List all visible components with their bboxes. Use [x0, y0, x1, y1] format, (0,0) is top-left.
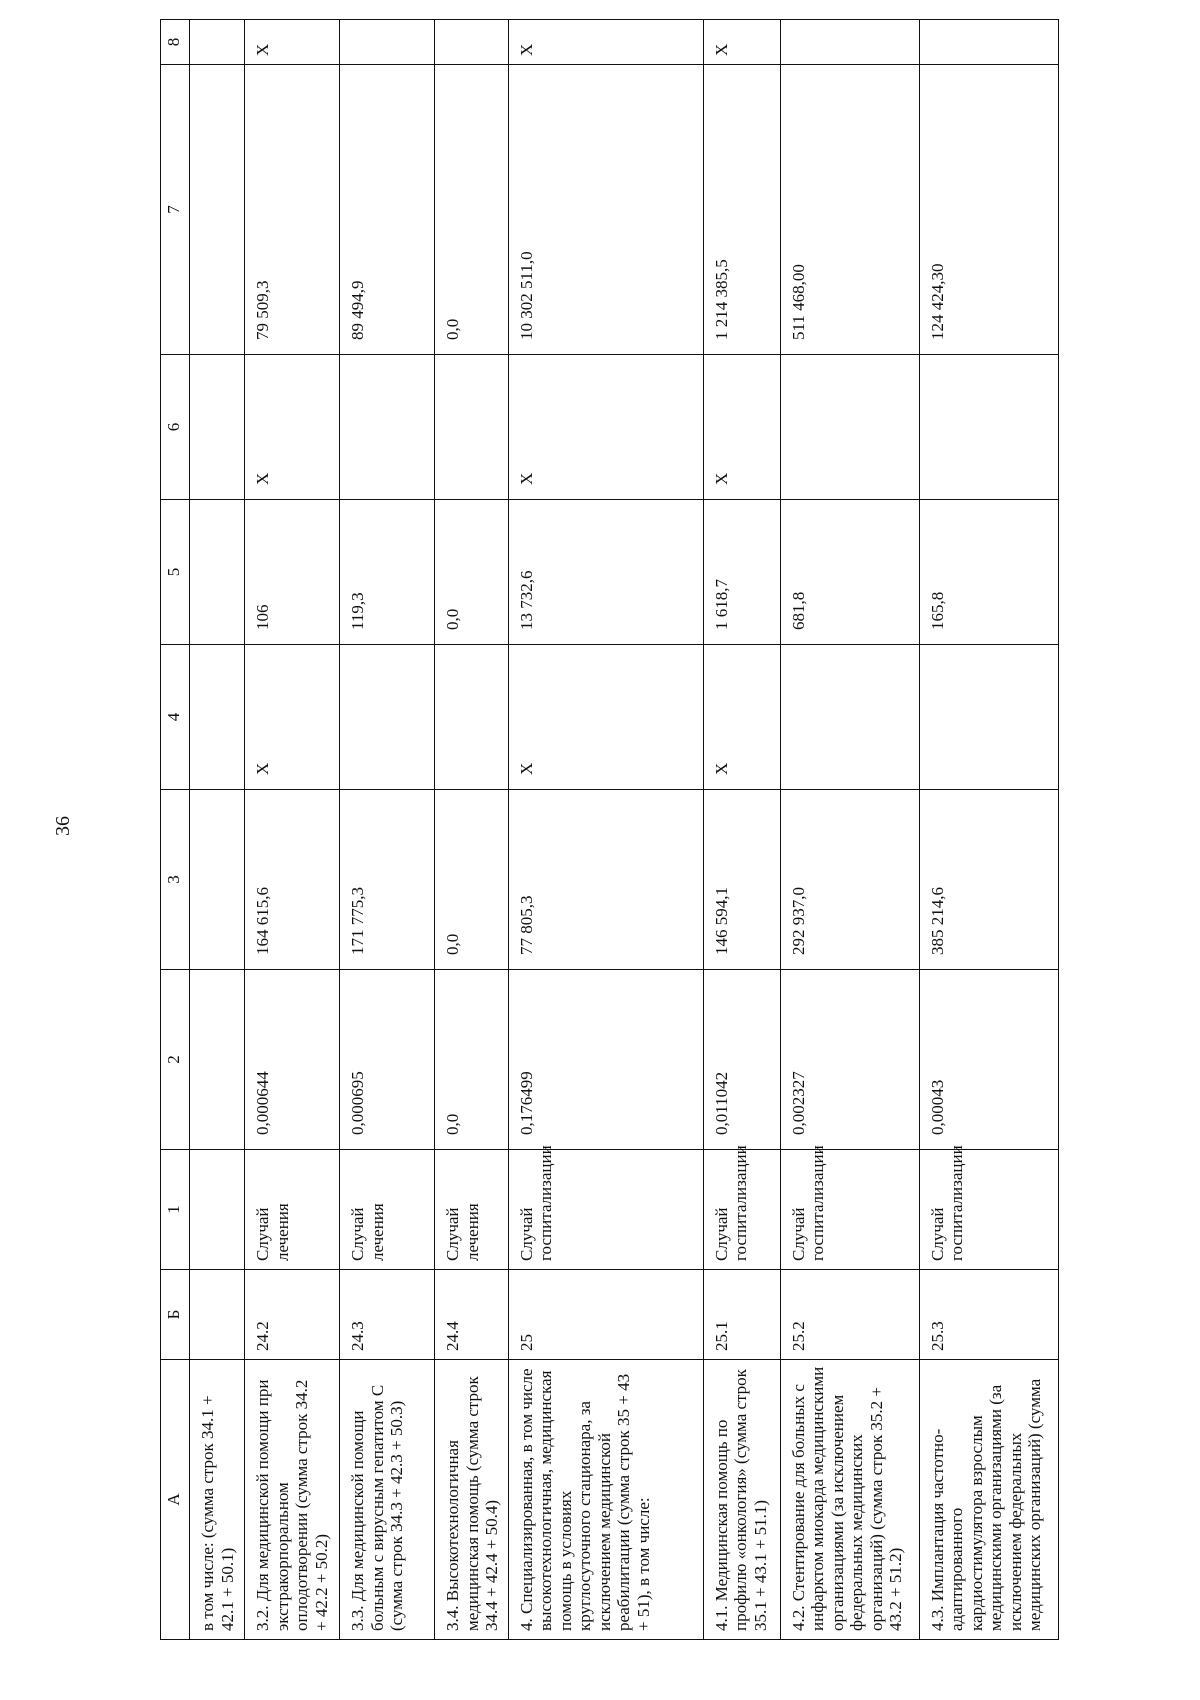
value-cell: Х [703, 645, 780, 790]
row-code: 24.3 [340, 1270, 435, 1360]
value-cell: Х [508, 645, 703, 790]
value-cell: 79 509,3 [245, 65, 340, 355]
value-cell [780, 645, 919, 790]
value-cell: 0,000695 [340, 970, 435, 1150]
value-cell: 0,000644 [245, 970, 340, 1150]
unit-cell: Случай госпитализации [508, 1150, 703, 1270]
value-cell: 511 468,00 [780, 65, 919, 355]
unit-cell: Случай лечения [245, 1150, 340, 1270]
value-cell: 119,3 [340, 500, 435, 645]
value-cell: 0,0 [435, 970, 509, 1150]
header-cell: 2 [161, 970, 190, 1150]
row-code: 24.4 [435, 1270, 509, 1360]
value-cell: 13 732,6 [508, 500, 703, 645]
value-cell: 10 302 511,0 [508, 65, 703, 355]
unit-cell: Случай госпитализации [780, 1150, 919, 1270]
value-cell [190, 645, 245, 790]
row-code: 25.2 [780, 1270, 919, 1360]
header-cell: А [161, 1360, 190, 1640]
value-cell [780, 355, 919, 500]
row-label: 3.2. Для медицинской помощи при экстракорпоральном оплодотворении (сумма строк 34.2 + 42.2 + 50.2) [245, 1360, 340, 1640]
row-code: 25 [508, 1270, 703, 1360]
value-cell: 164 615,6 [245, 790, 340, 970]
page-number: 36 [52, 816, 74, 836]
value-cell: Х [508, 20, 703, 65]
value-cell: 292 937,0 [780, 790, 919, 970]
table-row [919, 20, 1058, 1640]
unit-cell: Случай лечения [435, 1150, 509, 1270]
value-cell: 165,8 [919, 500, 1058, 645]
row-label: 3.3. Для медицинской помощи больным с вирусным гепатитом С (сумма строк 34.3 + 42.3 + 50.3) [340, 1360, 435, 1640]
unit-cell: Случай госпитализации [919, 1150, 1058, 1270]
value-cell: 385 214,6 [919, 790, 1058, 970]
value-cell: 171 775,3 [340, 790, 435, 970]
value-cell [919, 355, 1058, 500]
value-cell: Х [508, 355, 703, 500]
header-cell: 7 [161, 65, 190, 355]
header-cell: 4 [161, 645, 190, 790]
table-row [340, 20, 435, 1640]
value-cell [190, 970, 245, 1150]
table-row [780, 20, 919, 1640]
value-cell: 124 424,30 [919, 65, 1058, 355]
value-cell: 106 [245, 500, 340, 645]
value-cell [435, 355, 509, 500]
table-row [508, 20, 703, 1640]
row-label: 4.2. Стентирование для больных с инфарктом миокарда медицинскими организациями (за исключением федеральных медицинских организаций) (сумма строк 35.2 + 43.2 + 51.2) [780, 1360, 919, 1640]
value-cell [190, 65, 245, 355]
value-cell [340, 355, 435, 500]
value-cell: 0,011042 [703, 970, 780, 1150]
value-cell: 681,8 [780, 500, 919, 645]
value-cell: Х [703, 20, 780, 65]
value-cell: 89 494,9 [340, 65, 435, 355]
row-label: в том числе: (сумма строк 34.1 + 42.1 + 50.1) [190, 1360, 245, 1640]
value-cell [190, 20, 245, 65]
row-code: 24.2 [245, 1270, 340, 1360]
value-cell: 0,002327 [780, 970, 919, 1150]
value-cell: 1 618,7 [703, 500, 780, 645]
table-row [703, 20, 780, 1640]
header-cell: 3 [161, 790, 190, 970]
table-rotated-container [160, 37, 1060, 1640]
value-cell: 0,0 [435, 500, 509, 645]
row-code: 25.3 [919, 1270, 1058, 1360]
row-label: 4.3. Имплантация частотно-адаптированного кардиостимулятора взрослым медицинскими организациями (за исключением федеральных медицинских организаций) (сумма [919, 1360, 1058, 1640]
value-cell: 0,0 [435, 65, 509, 355]
unit-cell [190, 1150, 245, 1270]
value-cell: Х [703, 355, 780, 500]
header-cell: 6 [161, 355, 190, 500]
value-cell: 1 214 385,5 [703, 65, 780, 355]
value-cell: 0,0 [435, 790, 509, 970]
table-row [435, 20, 509, 1640]
value-cell: 0,176499 [508, 970, 703, 1150]
header-cell: 1 [161, 1150, 190, 1270]
value-cell [190, 355, 245, 500]
unit-cell: Случай госпитализации [703, 1150, 780, 1270]
value-cell: 77 805,3 [508, 790, 703, 970]
value-cell: Х [245, 645, 340, 790]
value-cell: Х [245, 20, 340, 65]
table-row [245, 20, 340, 1640]
value-cell [435, 645, 509, 790]
value-cell [190, 790, 245, 970]
header-cell: 8 [161, 20, 190, 65]
row-label: 4.1. Медицинская помощь по профилю «онкология» (сумма строк 35.1 + 43.1 + 51.1) [703, 1360, 780, 1640]
value-cell [340, 645, 435, 790]
row-label: 4. Специализированная, в том числе высокотехнологичная, медицинская помощь в условиях круглосуточного стационара, за исключением медицинской реабилитации (сумма строк 35 + 43 + 51), в том числе: [508, 1360, 703, 1640]
value-cell: Х [245, 355, 340, 500]
header-cell: 5 [161, 500, 190, 645]
value-cell: 0,00043 [919, 970, 1058, 1150]
value-cell [435, 20, 509, 65]
header-cell: Б [161, 1270, 190, 1360]
row-label: 3.4. Высокотехнологичная медицинская помощь (сумма строк 34.4 + 42.4 + 50.4) [435, 1360, 509, 1640]
data-table [160, 19, 1059, 1640]
table-row [190, 20, 245, 1640]
row-code [190, 1270, 245, 1360]
value-cell [919, 645, 1058, 790]
value-cell [190, 500, 245, 645]
value-cell [780, 20, 919, 65]
row-code: 25.1 [703, 1270, 780, 1360]
value-cell [340, 20, 435, 65]
value-cell: 146 594,1 [703, 790, 780, 970]
value-cell [919, 20, 1058, 65]
header-row [161, 20, 190, 1640]
unit-cell: Случай лечения [340, 1150, 435, 1270]
